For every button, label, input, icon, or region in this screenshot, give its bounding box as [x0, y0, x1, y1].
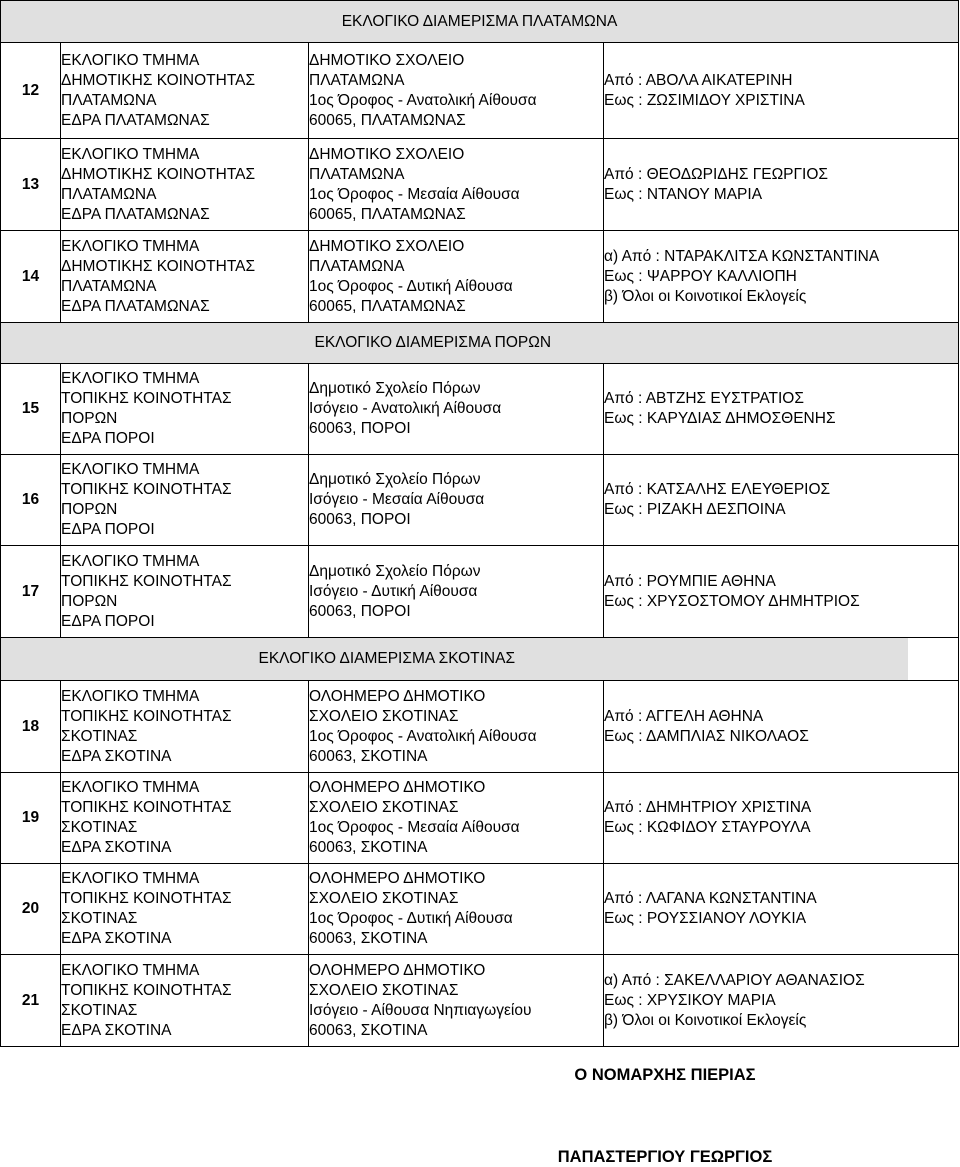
table-row: [1, 455, 959, 546]
voter-range: [604, 43, 959, 139]
section-description-line: ΕΚΛΟΓΙΚΟ ΤΜΗΜΑ: [61, 687, 200, 705]
section-title: ΕΚΛΟΓΙΚΟ ΔΙΑΜΕΡΙΣΜΑ ΠΟΡΩΝ: [309, 323, 959, 364]
section-description: [61, 43, 309, 139]
section-description-line: ΤΟΠΙΚΗΣ ΚΟΙΝΟΤΗΤΑΣ: [61, 390, 232, 407]
polling-location-line: ΣΧΟΛΕΙΟ ΣΚΟΤΙΝΑΣ: [309, 707, 459, 725]
voter-range-line: Εως : ΡΙΖΑΚΗ ΔΕΣΠΟΙΝΑ: [604, 501, 786, 518]
voter-range: [604, 455, 959, 546]
section-description-line: ΤΟΠΙΚΗΣ ΚΟΙΝΟΤΗΤΑΣ: [61, 981, 232, 999]
polling-location-line: 60063, ΣΚΟΤΙΝΑ: [309, 1021, 428, 1039]
polling-location-line: ΠΛΑΤΑΜΩΝΑ: [309, 257, 405, 275]
polling-location-line: 1ος Όροφος - Μεσαία Αίθουσα: [309, 819, 520, 836]
voter-range-line: Εως : ΧΡΥΣΟΣΤΟΜΟΥ ΔΗΜΗΤΡΙΟΣ: [604, 592, 860, 610]
section-description-line: ΣΚΟΤΙΝΑΣ: [61, 1001, 138, 1019]
section-description-line: ΕΚΛΟΓΙΚΟ ΤΜΗΜΑ: [61, 870, 200, 887]
voter-range-line: Εως : ΡΟΥΣΣΙΑΝΟΥ ΛΟΥΚΙΑ: [604, 910, 807, 927]
voter-range: [604, 955, 959, 1047]
polling-location-line: Δημοτικό Σχολείο Πόρων: [309, 380, 481, 397]
section-description-line: ΕΚΛΟΓΙΚΟ ΤΜΗΜΑ: [61, 370, 200, 387]
polling-location-line: 60063, ΠΟΡΟΙ: [309, 602, 411, 620]
table-row: [1, 955, 959, 1047]
polling-location: [309, 955, 604, 1047]
signature-title: Ο ΝΟΜΑΡΧΗΣ ΠΙΕΡΙΑΣ: [574, 1066, 756, 1084]
polling-location-line: Δημοτικό Σχολείο Πόρων: [309, 562, 481, 580]
section-description-line: ΤΟΠΙΚΗΣ ΚΟΙΝΟΤΗΤΑΣ: [61, 799, 232, 816]
voter-range-line: β) Όλοι οι Κοινοτικοί Εκλογείς: [604, 1011, 807, 1029]
section-header-spacer: [1, 323, 309, 364]
table-row: [1, 546, 959, 638]
section-description-line: ΕΔΡΑ ΣΚΟΤΙΝΑ: [61, 930, 172, 947]
section-description-line: ΕΚΛΟΓΙΚΟ ΤΜΗΜΑ: [61, 552, 200, 570]
table-row: [1, 364, 959, 455]
section-description: [61, 864, 309, 955]
polling-location: [309, 231, 604, 323]
section-description-line: ΕΚΛΟΓΙΚΟ ΤΜΗΜΑ: [61, 961, 200, 979]
polling-location: [309, 773, 604, 864]
section-description-line: ΕΔΡΑ ΣΚΟΤΙΝΑ: [61, 1021, 172, 1039]
polling-location: [309, 43, 604, 139]
row-number: 18: [1, 681, 61, 773]
section-header-row: [1, 323, 959, 364]
voter-range-line: Από : ΡΟΥΜΠΙΕ ΑΘΗΝΑ: [604, 572, 776, 590]
section-description-line: ΕΔΡΑ ΠΛΑΤΑΜΩΝΑΣ: [61, 205, 210, 223]
section-description: [61, 364, 309, 455]
signature-name: ΠΑΠΑΣΤΕΡΓΙΟΥ ΓΕΩΡΓΙΟΣ: [557, 1148, 773, 1166]
voter-range: [604, 546, 959, 638]
polling-location-line: 1ος Όροφος - Μεσαία Αίθουσα: [309, 185, 520, 203]
voter-range-line: Από : ΘΕΟΔΩΡΙΔΗΣ ΓΕΩΡΓΙΟΣ: [604, 165, 829, 183]
polling-location-line: ΣΧΟΛΕΙΟ ΣΚΟΤΙΝΑΣ: [309, 890, 459, 907]
table-row: [1, 139, 959, 231]
voter-range: [604, 681, 959, 773]
voter-range-line: Εως : ΚΩΦΙΔΟΥ ΣΤΑΥΡΟΥΛΑ: [604, 819, 811, 836]
voter-range-line: Από : ΑΒΤΖΗΣ ΕΥΣΤΡΑΤΙΟΣ: [604, 390, 804, 407]
polling-location: [309, 681, 604, 773]
section-description-line: ΕΔΡΑ ΠΟΡΟΙ: [61, 612, 155, 630]
table-row: [1, 681, 959, 773]
polling-location-line: 60063, ΣΚΟΤΙΝΑ: [309, 930, 428, 947]
voter-range-line: Από : ΚΑΤΣΑΛΗΣ ΕΛΕΥΘΕΡΙΟΣ: [604, 481, 831, 498]
section-header-row: [1, 638, 959, 681]
section-description-line: ΠΟΡΩΝ: [61, 501, 118, 518]
section-description-line: ΤΟΠΙΚΗΣ ΚΟΙΝΟΤΗΤΑΣ: [61, 890, 232, 907]
polling-location: [309, 864, 604, 955]
voter-range-line: Από : ΑΒΟΛΑ ΑΙΚΑΤΕΡΙΝΗ: [604, 71, 793, 89]
section-description-line: ΠΛΑΤΑΜΩΝΑ: [61, 185, 157, 203]
polling-location-line: ΔΗΜΟΤΙΚΟ ΣΧΟΛΕΙΟ: [309, 237, 465, 255]
section-description-line: ΕΚΛΟΓΙΚΟ ΤΜΗΜΑ: [61, 461, 200, 478]
section-description-line: ΕΚΛΟΓΙΚΟ ΤΜΗΜΑ: [61, 237, 200, 255]
section-description-line: ΠΛΑΤΑΜΩΝΑ: [61, 277, 157, 295]
row-number: 16: [1, 455, 61, 546]
row-number: 17: [1, 546, 61, 638]
polling-location-line: Ισόγειο - Αίθουσα Νηπιαγωγείου: [309, 1001, 532, 1019]
polling-location-line: ΠΛΑΤΑΜΩΝΑ: [309, 71, 405, 89]
section-description-line: ΕΔΡΑ ΣΚΟΤΙΝΑ: [61, 839, 172, 856]
section-title: ΕΚΛΟΓΙΚΟ ΔΙΑΜΕΡΙΣΜΑ ΣΚΟΤΙΝΑΣ: [259, 638, 909, 681]
polling-location-line: ΣΧΟΛΕΙΟ ΣΚΟΤΙΝΑΣ: [309, 981, 459, 999]
section-description-line: ΣΚΟΤΙΝΑΣ: [61, 819, 138, 836]
polling-location-line: ΠΛΑΤΑΜΩΝΑ: [309, 165, 405, 183]
row-number: 20: [1, 864, 61, 955]
section-description: [61, 455, 309, 546]
section-description-line: ΠΟΡΩΝ: [61, 410, 118, 427]
polling-location-line: ΟΛΟΗΜΕΡΟ ΔΗΜΟΤΙΚΟ: [309, 687, 486, 705]
polling-location-line: 1ος Όροφος - Δυτική Αίθουσα: [309, 910, 513, 927]
table-body: [1, 1, 959, 1047]
polling-location: [309, 139, 604, 231]
polling-location-line: 60063, ΠΟΡΟΙ: [309, 511, 411, 528]
section-description-line: ΣΚΟΤΙΝΑΣ: [61, 727, 138, 745]
section-description-line: ΠΟΡΩΝ: [61, 592, 118, 610]
voter-range-line: Εως : ΔΑΜΠΛΙΑΣ ΝΙΚΟΛΑΟΣ: [604, 727, 809, 745]
section-description-line: ΕΔΡΑ ΠΟΡΟΙ: [61, 430, 155, 447]
polling-location-line: ΟΛΟΗΜΕΡΟ ΔΗΜΟΤΙΚΟ: [309, 870, 486, 887]
section-description: [61, 681, 309, 773]
voter-range-line: α) Από : ΣΑΚΕΛΛΑΡΙΟΥ ΑΘΑΝΑΣΙΟΣ: [604, 971, 865, 989]
voter-range-line: Εως : ΨΑΡΡΟΥ ΚΑΛΛΙΟΠΗ: [604, 267, 797, 285]
voter-range: [604, 864, 959, 955]
section-description-line: ΕΚΛΟΓΙΚΟ ΤΜΗΜΑ: [61, 51, 200, 69]
section-description-line: ΔΗΜΟΤΙΚΗΣ ΚΟΙΝΟΤΗΤΑΣ: [61, 257, 256, 275]
voter-range: [604, 139, 959, 231]
section-description-line: ΔΗΜΟΤΙΚΗΣ ΚΟΙΝΟΤΗΤΑΣ: [61, 71, 256, 89]
polling-location-line: 1ος Όροφος - Ανατολική Αίθουσα: [309, 727, 537, 745]
polling-location-line: 60063, ΠΟΡΟΙ: [309, 420, 411, 437]
polling-location-line: 60065, ΠΛΑΤΑΜΩΝΑΣ: [309, 111, 466, 129]
voter-range: [604, 773, 959, 864]
voter-range-line: Από : ΔΗΜΗΤΡΙΟΥ ΧΡΙΣΤΙΝΑ: [604, 799, 812, 816]
section-description-line: ΤΟΠΙΚΗΣ ΚΟΙΝΟΤΗΤΑΣ: [61, 707, 232, 725]
row-number: 21: [1, 955, 61, 1047]
polling-location-line: ΣΧΟΛΕΙΟ ΣΚΟΤΙΝΑΣ: [309, 799, 459, 816]
voter-range-line: α) Από : ΝΤΑΡΑΚΛΙΤΣΑ ΚΩΝΣΤΑΝΤΙΝΑ: [604, 247, 880, 265]
section-description-line: ΕΔΡΑ ΣΚΟΤΙΝΑ: [61, 747, 172, 765]
voter-range-line: Εως : ΝΤΑΝΟΥ ΜΑΡΙΑ: [604, 185, 763, 203]
voter-range-line: Εως : ΚΑΡΥΔΙΑΣ ΔΗΜΟΣΘΕΝΗΣ: [604, 410, 836, 427]
polling-location-line: 60065, ΠΛΑΤΑΜΩΝΑΣ: [309, 297, 466, 315]
polling-location-line: Δημοτικό Σχολείο Πόρων: [309, 471, 481, 488]
section-description-line: ΕΚΛΟΓΙΚΟ ΤΜΗΜΑ: [61, 145, 200, 163]
section-header-row: [1, 1, 959, 43]
polling-location: [309, 546, 604, 638]
section-description: [61, 546, 309, 638]
section-title: ΕΚΛΟΓΙΚΟ ΔΙΑΜΕΡΙΣΜΑ ΠΛΑΤΑΜΩΝΑ: [1, 1, 959, 43]
section-description-line: ΤΟΠΙΚΗΣ ΚΟΙΝΟΤΗΤΑΣ: [61, 572, 232, 590]
polling-location-line: 1ος Όροφος - Ανατολική Αίθουσα: [309, 91, 537, 109]
polling-location: [309, 455, 604, 546]
table-row: [1, 231, 959, 323]
row-number: 19: [1, 773, 61, 864]
polling-location-line: ΟΛΟΗΜΕΡΟ ΔΗΜΟΤΙΚΟ: [309, 779, 486, 796]
voter-range-line: Εως : ΧΡΥΣΙΚΟΥ ΜΑΡΙΑ: [604, 991, 776, 1009]
table-row: [1, 43, 959, 139]
row-number: 12: [1, 43, 61, 139]
row-number: 13: [1, 139, 61, 231]
polling-location: [309, 364, 604, 455]
polling-location-line: Ισόγειο - Μεσαία Αίθουσα: [309, 491, 485, 508]
voter-range-line: Εως : ΖΩΣΙΜΙΔΟΥ ΧΡΙΣΤΙΝΑ: [604, 91, 805, 109]
polling-location-line: Ισόγειο - Δυτική Αίθουσα: [309, 582, 478, 600]
polling-location-line: 60063, ΣΚΟΤΙΝΑ: [309, 747, 428, 765]
voter-range-line: Από : ΑΓΓΕΛΗ ΑΘΗΝΑ: [604, 707, 764, 725]
table-row: [1, 773, 959, 864]
row-number: 15: [1, 364, 61, 455]
table-row: [1, 864, 959, 955]
section-description: [61, 139, 309, 231]
polling-location-line: ΟΛΟΗΜΕΡΟ ΔΗΜΟΤΙΚΟ: [309, 961, 486, 979]
section-description-line: ΔΗΜΟΤΙΚΗΣ ΚΟΙΝΟΤΗΤΑΣ: [61, 165, 256, 183]
polling-location-line: 1ος Όροφος - Δυτική Αίθουσα: [309, 277, 513, 295]
section-description-line: ΤΟΠΙΚΗΣ ΚΟΙΝΟΤΗΤΑΣ: [61, 481, 232, 498]
voter-range-line: Από : ΛΑΓΑΝΑ ΚΩΝΣΤΑΝΤΙΝΑ: [604, 890, 817, 907]
polling-location-line: 60065, ΠΛΑΤΑΜΩΝΑΣ: [309, 205, 466, 223]
section-description-line: ΕΔΡΑ ΠΛΑΤΑΜΩΝΑΣ: [61, 111, 210, 129]
polling-location-line: 60063, ΣΚΟΤΙΝΑ: [309, 839, 428, 856]
section-description-line: ΕΔΡΑ ΠΟΡΟΙ: [61, 521, 155, 538]
voter-range-line: β) Όλοι οι Κοινοτικοί Εκλογείς: [604, 287, 807, 305]
section-description-line: ΕΚΛΟΓΙΚΟ ΤΜΗΜΑ: [61, 779, 200, 796]
section-description: [61, 773, 309, 864]
voter-range: [604, 364, 959, 455]
polling-location-line: ΔΗΜΟΤΙΚΟ ΣΧΟΛΕΙΟ: [309, 51, 465, 69]
row-number: 14: [1, 231, 61, 323]
polling-location-line: Ισόγειο - Ανατολική Αίθουσα: [309, 400, 502, 417]
polling-location-line: ΔΗΜΟΤΙΚΟ ΣΧΟΛΕΙΟ: [309, 145, 465, 163]
section-description: [61, 955, 309, 1047]
section-description-line: ΣΚΟΤΙΝΑΣ: [61, 910, 138, 927]
section-description-line: ΕΔΡΑ ΠΛΑΤΑΜΩΝΑΣ: [61, 297, 210, 315]
section-description-line: ΠΛΑΤΑΜΩΝΑ: [61, 91, 157, 109]
voter-range: [604, 231, 959, 323]
section-description: [61, 231, 309, 323]
